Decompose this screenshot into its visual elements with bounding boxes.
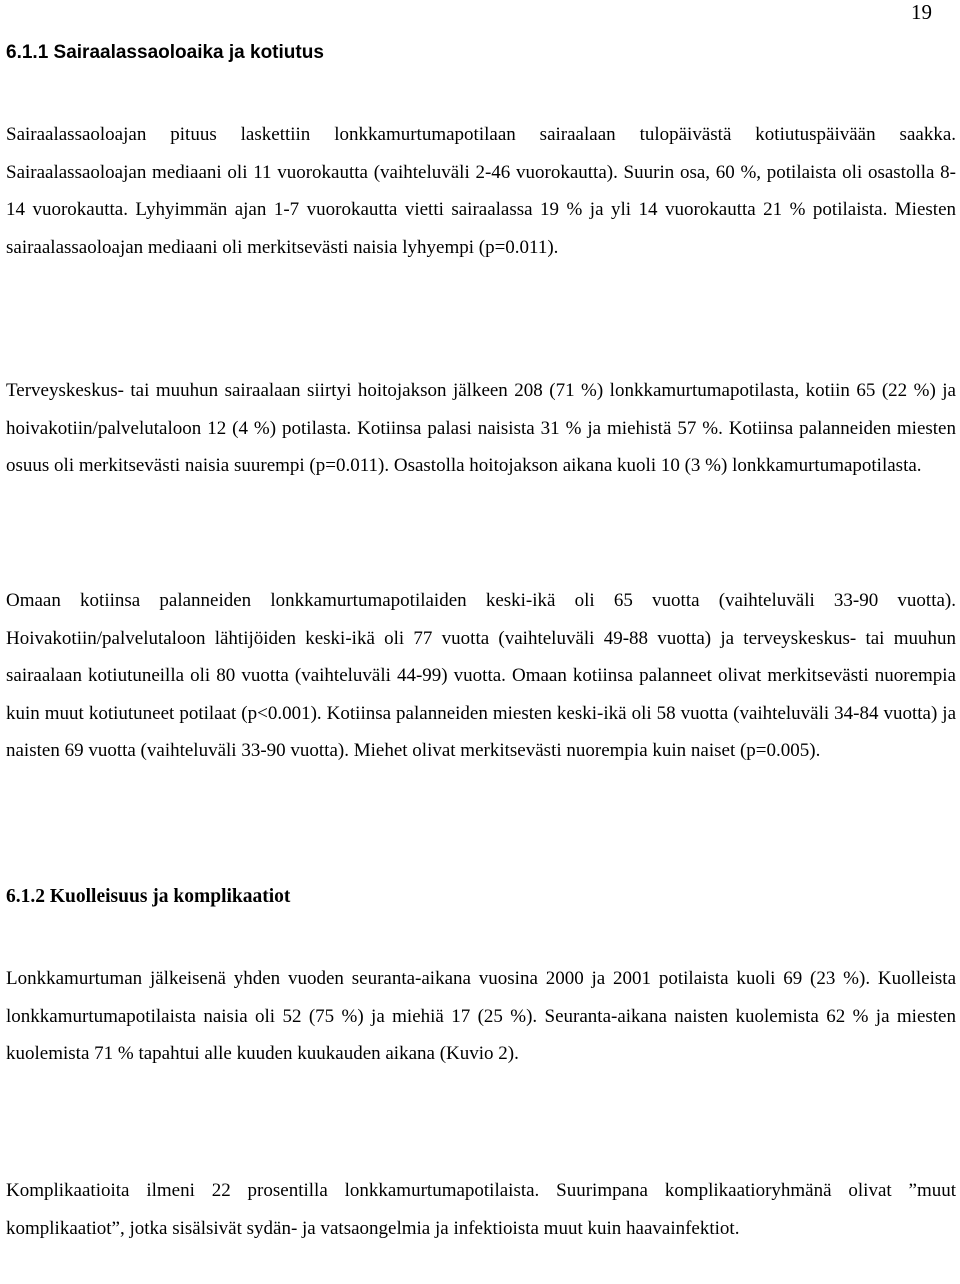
paragraph-mortality: Lonkkamurtuman jälkeisenä yhden vuoden seuranta-aikana vuosina 2000 ja 2001 potilaista kuoli 69 (23 %). Kuolleista lonkkamurtumapotilaista naisia oli 52 (75 %) ja miehiä 17 (25 %). Seuranta-aikana naisten kuolemista 62 % ja miesten kuolemista 71 % tapahtui alle kuuden kuukauden aikana (Kuvio 2).: [6, 968, 956, 1064]
page-number: 19: [911, 0, 932, 24]
paragraph-discharge-age: Omaan kotiinsa palanneiden lonkkamurtumapotilaiden keski-ikä oli 65 vuotta (vaihteluväli 33-90 vuotta). Hoivakotiin/palvelutaloon lähtijöiden keski-ikä oli 77 vuotta (vaihteluväli 49-88 vuotta) ja terveyskeskus- tai muuhun sairaalaan kotiutuneilla oli 80 vuotta (vaihteluväli 44-99) vuotta. Omaan kotiinsa palanneet olivat merkitsevästi nuorempia kuin muut kotiutuneet potilaat (p<0.001). Kotiinsa palanneiden miesten keski-ikä oli 58 vuotta (vaihteluväli 34-84 vuotta) ja naisten 69 vuotta (vaihteluväli 33-90 vuotta). Miehet olivat merkitsevästi nuorempia kuin naiset (p=0.005).: [6, 590, 956, 761]
paragraph-complications: Komplikaatioita ilmeni 22 prosentilla lonkkamurtumapotilaista. Suurimpana komplikaatioryhmänä olivat ”muut komplikaatiot”, jotka sisälsivät sydän- ja vatsaongelmia ja infektioista muut kuin haavainfektiot.: [6, 1180, 956, 1239]
section-heading-hospital-stay: 6.1.1 Sairaalassaoloaika ja kotiutus: [6, 42, 324, 63]
section-heading-mortality: 6.1.2 Kuolleisuus ja komplikaatiot: [6, 886, 291, 907]
paragraph-discharge-destination: Terveyskeskus- tai muuhun sairaalaan siirtyi hoitojakson jälkeen 208 (71 %) lonkkamurtumapotilasta, kotiin 65 (22 %) ja hoivakotiin/palvelutaloon 12 (4 %) potilasta. Kotiinsa palasi naisista 31 % ja miehistä 57 %. Kotiinsa palanneiden miesten osuus oli merkitsevästi naisia suurempi (p=0.011). Osastolla hoitojakson aikana kuoli 10 (3 %) lonkkamurtumapotilasta.: [6, 380, 956, 476]
paragraph-hospital-stay-length: Sairaalassaoloajan pituus laskettiin lonkkamurtumapotilaan sairaalaan tulopäivästä kotiutuspäivään saakka. Sairaalassaoloajan mediaani oli 11 vuorokautta (vaihteluväli 2-46 vuorokautta). Suurin osa, 60 %, potilaista oli osastolla 8-14 vuorokautta. Lyhyimmän ajan 1-7 vuorokautta vietti sairaalassa 19 % ja yli 14 vuorokautta 21 % potilaista. Miesten sairaalassaoloajan mediaani oli merkitsevästi naisia lyhyempi (p=0.011).: [6, 124, 956, 258]
